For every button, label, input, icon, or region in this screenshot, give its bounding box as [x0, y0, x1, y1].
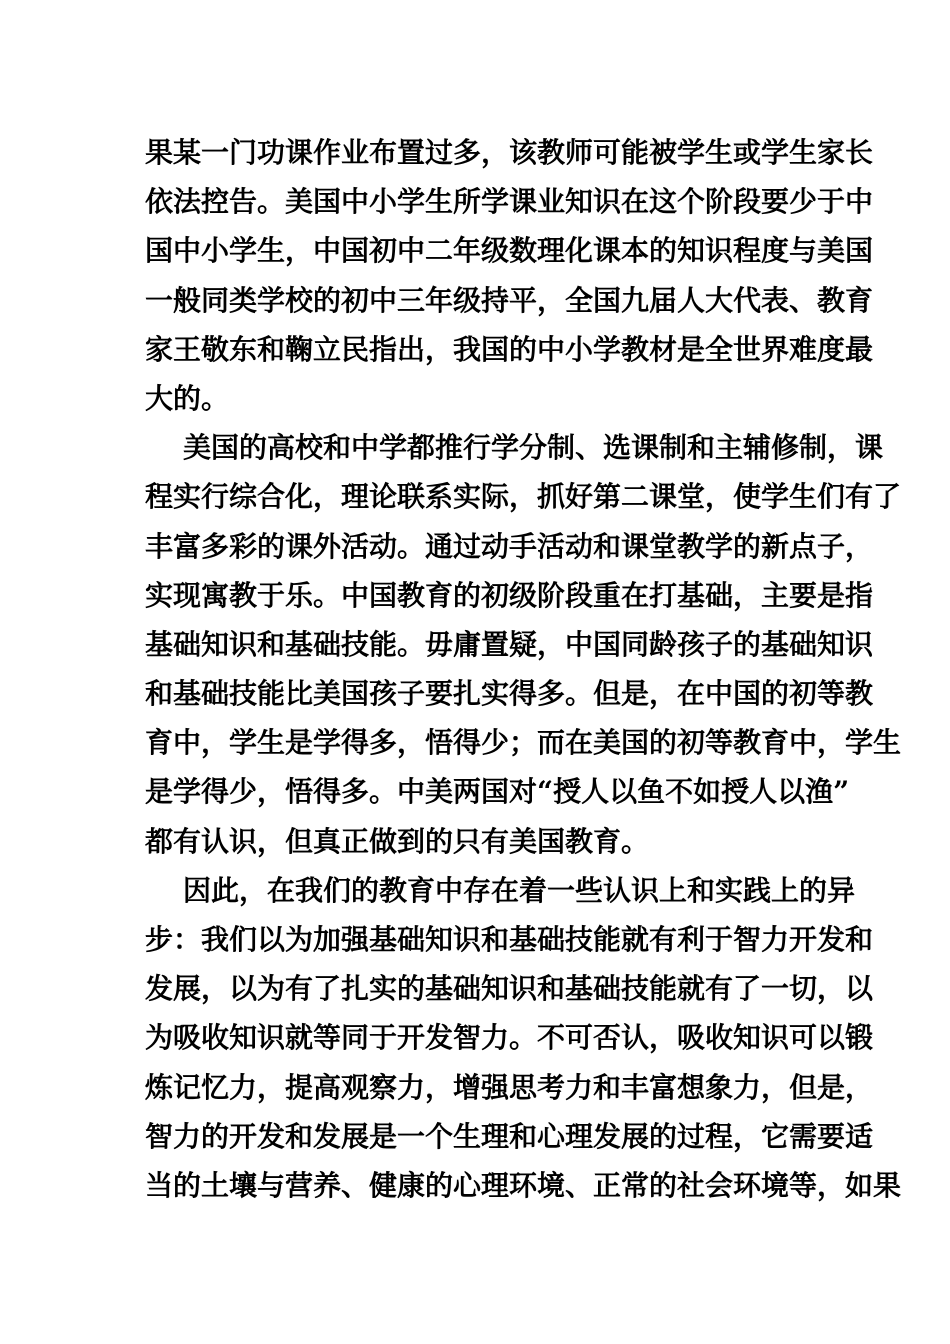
paragraph-1-line-5: 家王敬东和鞠立民指出，我国的中小学教材是全世界难度最 [145, 332, 874, 366]
paragraph-1-line-4: 一般同类学校的初中三年级持平，全国九届人大代表、教育 [145, 283, 874, 317]
paragraph-2-line-1: 美国的高校和中学都推行学分制、选课制和主辅修制，课 [183, 431, 884, 465]
paragraph-3-line-2: 步：我们以为加强基础知识和基础技能就有利于智力开发和 [145, 923, 874, 956]
paragraph-3-line-7: 当的土壤与营养、健康的心理环境、正常的社会环境等，如果 [145, 1168, 902, 1202]
paragraph-3-line-4: 为吸收知识就等同于开发智力。不可否认，吸收知识可以锻 [145, 1021, 874, 1055]
paragraph-3-line-1: 因此，在我们的教育中存在着一些认识上和实践上的异 [183, 873, 856, 907]
body-text [145, 128, 902, 1210]
paragraph-1-line-1: 果某一门功课作业布置过多，该教师可能被学生或学生家长 [145, 136, 874, 169]
paragraph-2-line-8: 是学得少，悟得多。中美两国对“授人以鱼不如授人以渔” [145, 775, 850, 809]
paragraph-2-line-6: 和基础技能比美国孩子要扎实得多。但是，在中国的初等教 [145, 677, 874, 711]
paragraph-3-line-6: 智力的开发和发展是一个生理和心理发展的过程，它需要适 [145, 1119, 874, 1153]
paragraph-2-line-2: 程实行综合化，理论联系实际，抓好第二课堂，使学生们有了 [145, 480, 902, 514]
paragraph-2-line-3: 丰富多彩的课外活动。通过动手活动和课堂教学的新点子， [145, 529, 874, 563]
paragraph-1-line-2: 依法控告。美国中小学生所学课业知识在这个阶段要少于中 [145, 185, 874, 219]
paragraph-1-line-6: 大的。 [145, 381, 230, 415]
paragraph-3-line-5: 炼记忆力，提高观察力，增强思考力和丰富想象力，但是， [145, 1070, 874, 1104]
paragraph-2-line-9: 都有认识，但真正做到的只有美国教育。 [145, 824, 650, 858]
paragraph-2-line-5: 基础知识和基础技能。毋庸置疑，中国同龄孩子的基础知识 [145, 627, 874, 661]
paragraph-3-line-3: 发展，以为有了扎实的基础知识和基础技能就有了一切，以 [145, 972, 874, 1006]
paragraph-2-line-4: 实现寓教于乐。中国教育的初级阶段重在打基础，主要是指 [145, 578, 874, 612]
paragraph-2-line-7: 育中，学生是学得多，悟得少；而在美国的初等教育中，学生 [145, 726, 902, 760]
paragraph-1-line-3: 国中小学生，中国初中二年级数理化课本的知识程度与美国 [145, 234, 874, 268]
